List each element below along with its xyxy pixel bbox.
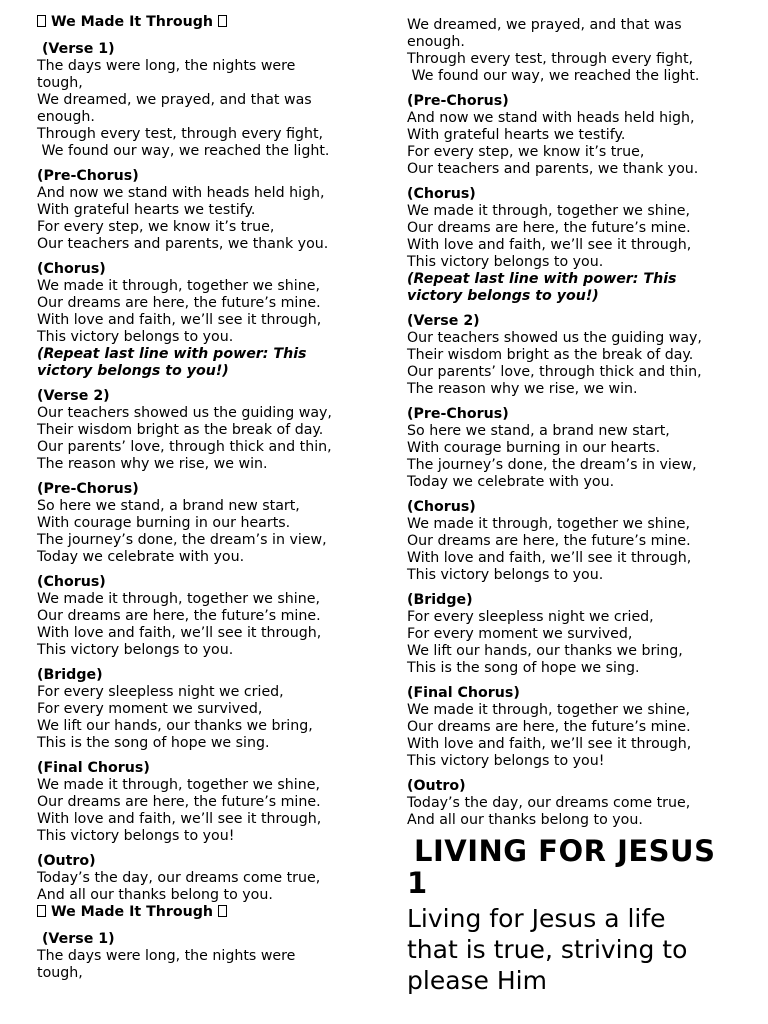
section-label: (Bridge) bbox=[407, 592, 473, 608]
lyric-line: The days were long, the nights were bbox=[37, 948, 296, 964]
lyric-line: Our dreams are here, the future’s mine. bbox=[407, 719, 691, 735]
lyric-line: We made it through, together we shine, bbox=[37, 777, 320, 793]
lyric-line: Our teachers showed us the guiding way, bbox=[37, 405, 332, 421]
lyric-line: This victory belongs to you! bbox=[407, 753, 605, 769]
section-label: (Final Chorus) bbox=[37, 760, 150, 776]
lyric-line: Our teachers and parents, we thank you. bbox=[37, 236, 329, 252]
section-label: (Bridge) bbox=[37, 667, 103, 683]
lyric-line: We dreamed, we prayed, and that was bbox=[37, 92, 312, 108]
lyric-line: Our teachers and parents, we thank you. bbox=[407, 161, 699, 177]
hymn-text bbox=[407, 903, 747, 996]
section-label: (Outro) bbox=[37, 853, 96, 869]
chorus-1 bbox=[407, 186, 747, 305]
missing-glyph-icon bbox=[218, 905, 227, 917]
section-label: (Final Chorus) bbox=[407, 685, 520, 701]
lyric-line: This is the song of hope we sing. bbox=[407, 660, 640, 676]
lyric-line: The days were long, the nights were bbox=[37, 58, 296, 74]
lyric-line: Our dreams are here, the future’s mine. bbox=[37, 608, 321, 624]
lyric-line: With grateful hearts we testify. bbox=[37, 202, 256, 218]
missing-glyph-icon bbox=[37, 905, 46, 917]
verse-1-repeat bbox=[37, 931, 372, 982]
lyric-line: Through every test, through every fight, bbox=[37, 126, 324, 142]
lyric-line: Our dreams are here, the future’s mine. bbox=[37, 794, 321, 810]
repeat-note: victory belongs to you!) bbox=[37, 363, 229, 379]
lyric-line: We made it through, together we shine, bbox=[407, 203, 690, 219]
repeat-note: victory belongs to you!) bbox=[407, 288, 599, 304]
lyric-line: We dreamed, we prayed, and that was bbox=[407, 17, 682, 33]
lyric-line: And now we stand with heads held high, bbox=[407, 110, 695, 126]
missing-glyph-icon bbox=[37, 15, 46, 27]
final-chorus bbox=[407, 685, 747, 770]
lyric-line: enough. bbox=[407, 34, 465, 50]
lyric-line: Our parents’ love, through thick and thin, bbox=[407, 364, 702, 380]
lyric-line: We found our way, we reached the light. bbox=[407, 68, 700, 84]
section-label: (Verse 2) bbox=[407, 313, 480, 329]
repeat-note: (Repeat last line with power: This bbox=[407, 271, 677, 287]
hymn-title-line: LIVING FOR JESUS bbox=[414, 834, 716, 868]
lyric-line: This victory belongs to you. bbox=[37, 642, 234, 658]
lyric-line: With love and faith, we’ll see it through, bbox=[37, 811, 322, 827]
lyric-line: We made it through, together we shine, bbox=[407, 516, 690, 532]
section-label: (Chorus) bbox=[37, 261, 106, 277]
lyric-line: tough, bbox=[37, 75, 83, 91]
right-column bbox=[407, 17, 747, 996]
lyric-line: Today we celebrate with you. bbox=[37, 549, 245, 565]
lyric-line: For every sleepless night we cried, bbox=[407, 609, 654, 625]
lyric-line: Their wisdom bright as the break of day. bbox=[407, 347, 694, 363]
lyric-line: With love and faith, we’ll see it through, bbox=[37, 625, 322, 641]
song-title bbox=[37, 904, 372, 921]
section-label: (Chorus) bbox=[407, 186, 476, 202]
pre-chorus-1 bbox=[37, 168, 372, 253]
pre-chorus-2 bbox=[407, 406, 747, 491]
hymn-line: Living for Jesus a life bbox=[407, 904, 666, 933]
hymn-title bbox=[407, 835, 747, 899]
lyric-line: This victory belongs to you. bbox=[407, 567, 604, 583]
lyric-line: With love and faith, we’ll see it through, bbox=[37, 312, 322, 328]
lyric-line: With love and faith, we’ll see it through, bbox=[407, 550, 692, 566]
lyric-line: With grateful hearts we testify. bbox=[407, 127, 626, 143]
lyric-line: Today’s the day, our dreams come true, bbox=[37, 870, 321, 886]
lyric-line: And all our thanks belong to you. bbox=[407, 812, 643, 828]
lyric-line: So here we stand, a brand new start, bbox=[37, 498, 300, 514]
lyric-line: We made it through, together we shine, bbox=[407, 702, 690, 718]
song-title bbox=[37, 14, 372, 31]
verse-1 bbox=[37, 41, 372, 160]
lyric-line: This victory belongs to you. bbox=[37, 329, 234, 345]
lyric-line: The reason why we rise, we win. bbox=[407, 381, 638, 397]
lyric-line: Our teachers showed us the guiding way, bbox=[407, 330, 702, 346]
lyric-line: enough. bbox=[37, 109, 95, 125]
lyric-line: The reason why we rise, we win. bbox=[37, 456, 268, 472]
lyric-line: The journey’s done, the dream’s in view, bbox=[407, 457, 697, 473]
section-label: (Verse 1) bbox=[41, 41, 115, 57]
lyric-line: tough, bbox=[37, 965, 83, 981]
section-label: (Pre-Chorus) bbox=[407, 406, 509, 422]
lyric-line: For every step, we know it’s true, bbox=[407, 144, 645, 160]
lyric-line: This victory belongs to you. bbox=[407, 254, 604, 270]
verse-2 bbox=[37, 388, 372, 473]
song-title-text: We Made It Through bbox=[50, 14, 213, 30]
lyric-line: This is the song of hope we sing. bbox=[37, 735, 270, 751]
lyric-line: For every moment we survived, bbox=[407, 626, 633, 642]
lyric-line: And now we stand with heads held high, bbox=[37, 185, 325, 201]
bridge bbox=[37, 667, 372, 752]
lyric-line: Our parents’ love, through thick and thin, bbox=[37, 439, 332, 455]
hymn-line: please Him bbox=[407, 966, 547, 995]
lyric-line: We lift our hands, our thanks we bring, bbox=[407, 643, 683, 659]
lyric-line: We made it through, together we shine, bbox=[37, 591, 320, 607]
lyric-line: With love and faith, we’ll see it through, bbox=[407, 237, 692, 253]
outro bbox=[407, 778, 747, 829]
section-label: (Chorus) bbox=[37, 574, 106, 590]
lyric-line: Our dreams are here, the future’s mine. bbox=[407, 533, 691, 549]
section-label: (Chorus) bbox=[407, 499, 476, 515]
bridge bbox=[407, 592, 747, 677]
final-chorus bbox=[37, 760, 372, 845]
lyric-line: So here we stand, a brand new start, bbox=[407, 423, 670, 439]
lyric-line: With courage burning in our hearts. bbox=[37, 515, 291, 531]
song-title-text: We Made It Through bbox=[50, 904, 213, 920]
section-label: (Verse 1) bbox=[41, 931, 115, 947]
lyric-line: We lift our hands, our thanks we bring, bbox=[37, 718, 313, 734]
lyric-line: For every sleepless night we cried, bbox=[37, 684, 284, 700]
pre-chorus-1 bbox=[407, 93, 747, 178]
pre-chorus-2 bbox=[37, 481, 372, 566]
section-label: (Verse 2) bbox=[37, 388, 110, 404]
chorus-2 bbox=[407, 499, 747, 584]
lyric-line: And all our thanks belong to you. bbox=[37, 887, 273, 903]
verse-1-continued bbox=[407, 17, 747, 85]
hymn-number: 1 bbox=[407, 866, 428, 900]
section-label: (Pre-Chorus) bbox=[407, 93, 509, 109]
left-column bbox=[37, 14, 372, 982]
lyric-line: Our dreams are here, the future’s mine. bbox=[407, 220, 691, 236]
lyric-line: The journey’s done, the dream’s in view, bbox=[37, 532, 327, 548]
lyric-line: Through every test, through every fight, bbox=[407, 51, 694, 67]
lyric-line: Today we celebrate with you. bbox=[407, 474, 615, 490]
lyric-line: This victory belongs to you! bbox=[37, 828, 235, 844]
lyric-line: For every step, we know it’s true, bbox=[37, 219, 275, 235]
lyric-line: Our dreams are here, the future’s mine. bbox=[37, 295, 321, 311]
chorus-1 bbox=[37, 261, 372, 380]
missing-glyph-icon bbox=[218, 15, 227, 27]
section-label: (Pre-Chorus) bbox=[37, 168, 139, 184]
lyric-line: Today’s the day, our dreams come true, bbox=[407, 795, 691, 811]
lyric-line: For every moment we survived, bbox=[37, 701, 263, 717]
chorus-2 bbox=[37, 574, 372, 659]
section-label: (Outro) bbox=[407, 778, 466, 794]
section-label: (Pre-Chorus) bbox=[37, 481, 139, 497]
outro bbox=[37, 853, 372, 904]
lyric-line: With courage burning in our hearts. bbox=[407, 440, 661, 456]
lyric-line: We made it through, together we shine, bbox=[37, 278, 320, 294]
lyric-line: Their wisdom bright as the break of day. bbox=[37, 422, 324, 438]
hymn-line: that is true, striving to bbox=[407, 935, 688, 964]
lyric-line: With love and faith, we’ll see it through, bbox=[407, 736, 692, 752]
verse-2 bbox=[407, 313, 747, 398]
repeat-note: (Repeat last line with power: This bbox=[37, 346, 307, 362]
lyric-line: We found our way, we reached the light. bbox=[37, 143, 330, 159]
